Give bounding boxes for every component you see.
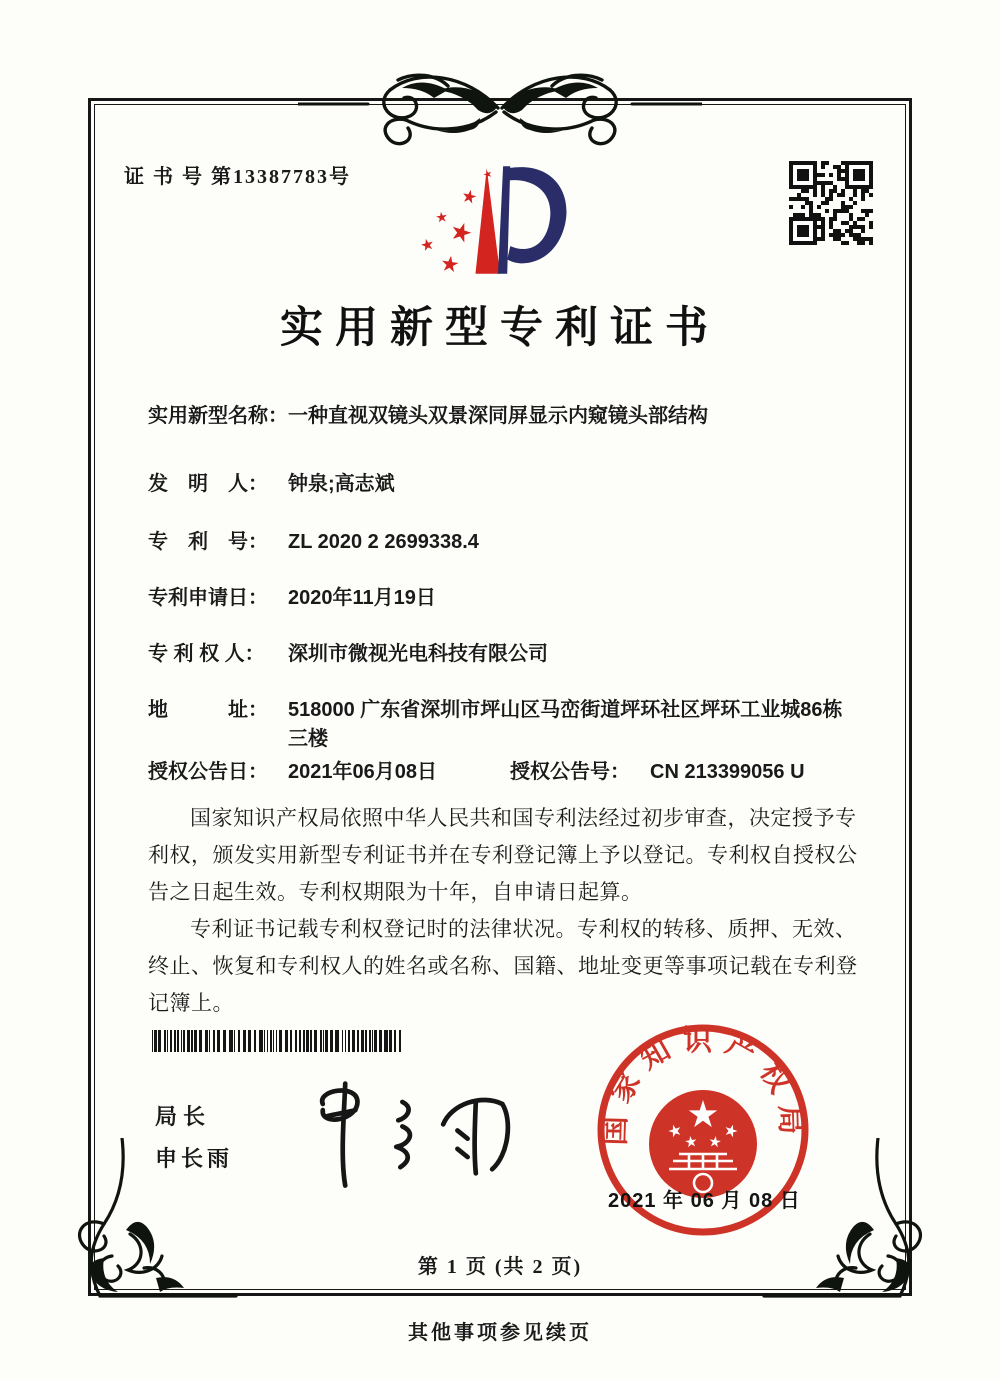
continuation-note: 其他事项参见续页 [408, 1322, 592, 1344]
field-row-patent-number [148, 528, 479, 557]
field-value: ZL 2020 2 2699338.4 [288, 531, 479, 553]
legal-text-block [148, 800, 862, 1022]
issuer-title: 局长 [155, 1104, 212, 1129]
qr-code [789, 161, 873, 245]
field-row-address [148, 696, 862, 754]
logo-red-wedge [475, 168, 500, 273]
field-row-utility-model-name [148, 402, 708, 431]
field-label: 专 利 权 人： [148, 643, 265, 665]
seal-date: 2021 年 06 月 08 日 [608, 1190, 801, 1212]
field-value: 深圳市微视光电科技有限公司 [288, 643, 548, 665]
field-label: 实用新型名称： [148, 405, 288, 427]
grant-number-value: CN 213399056 U [650, 761, 805, 783]
field-value: 钟泉;高志斌 [288, 473, 395, 495]
document-title: 实用新型专利证书 [280, 305, 720, 352]
field-row-grant [148, 758, 862, 787]
legal-paragraph-1: 国家知识产权局依照中华人民共和国专利法经过初步审查，决定授予专利权，颁发实用新型专利证书并在专利登记簿上予以登记。专利权自授权公告之日起生效。专利权期限为十年，自申请日起算。 [148, 806, 858, 904]
grant-number-group [510, 758, 805, 787]
seal-ring-text: 国家知识产权局 [599, 1024, 807, 1146]
field-value: 一种直视双镜头双景深同屏显示内窥镜头部结构 [288, 405, 708, 427]
field-label: 授权公告号： [510, 761, 630, 783]
certificate-number: 证 书 号 第13387783号 [124, 166, 351, 188]
field-label: 地 址： [148, 699, 268, 721]
field-label: 专 利 号： [148, 531, 268, 553]
barcode [152, 1030, 404, 1052]
director-signature [282, 1068, 537, 1193]
field-row-filing-date [148, 584, 436, 613]
cnipa-logo [416, 158, 580, 286]
field-value: 518000 广东省深圳市坪山区马峦街道坪环社区坪环工业城86栋三楼 [288, 699, 843, 750]
field-row-patentee [148, 640, 548, 669]
issuer-name: 申长雨 [155, 1146, 234, 1171]
logo-p-bowl [507, 167, 566, 263]
field-label: 发 明 人： [148, 473, 268, 495]
field-row-inventor [148, 470, 395, 499]
legal-paragraph-2: 专利证书记载专利权登记时的法律状况。专利权的转移、质押、无效、终止、恢复和专利权人的姓名或名称、国籍、地址变更等事项记载在专利登记簿上。 [148, 917, 858, 1015]
field-value: 2020年11月19日 [288, 587, 436, 609]
grant-date-value: 2021年06月08日 [288, 761, 437, 783]
field-label: 专利申请日： [148, 587, 268, 609]
page-number: 第 1 页 (共 2 页) [417, 1256, 583, 1278]
field-label: 授权公告日： [148, 761, 268, 783]
seal-national-emblem [649, 1090, 757, 1198]
top-ornament-flourish [298, 56, 702, 152]
